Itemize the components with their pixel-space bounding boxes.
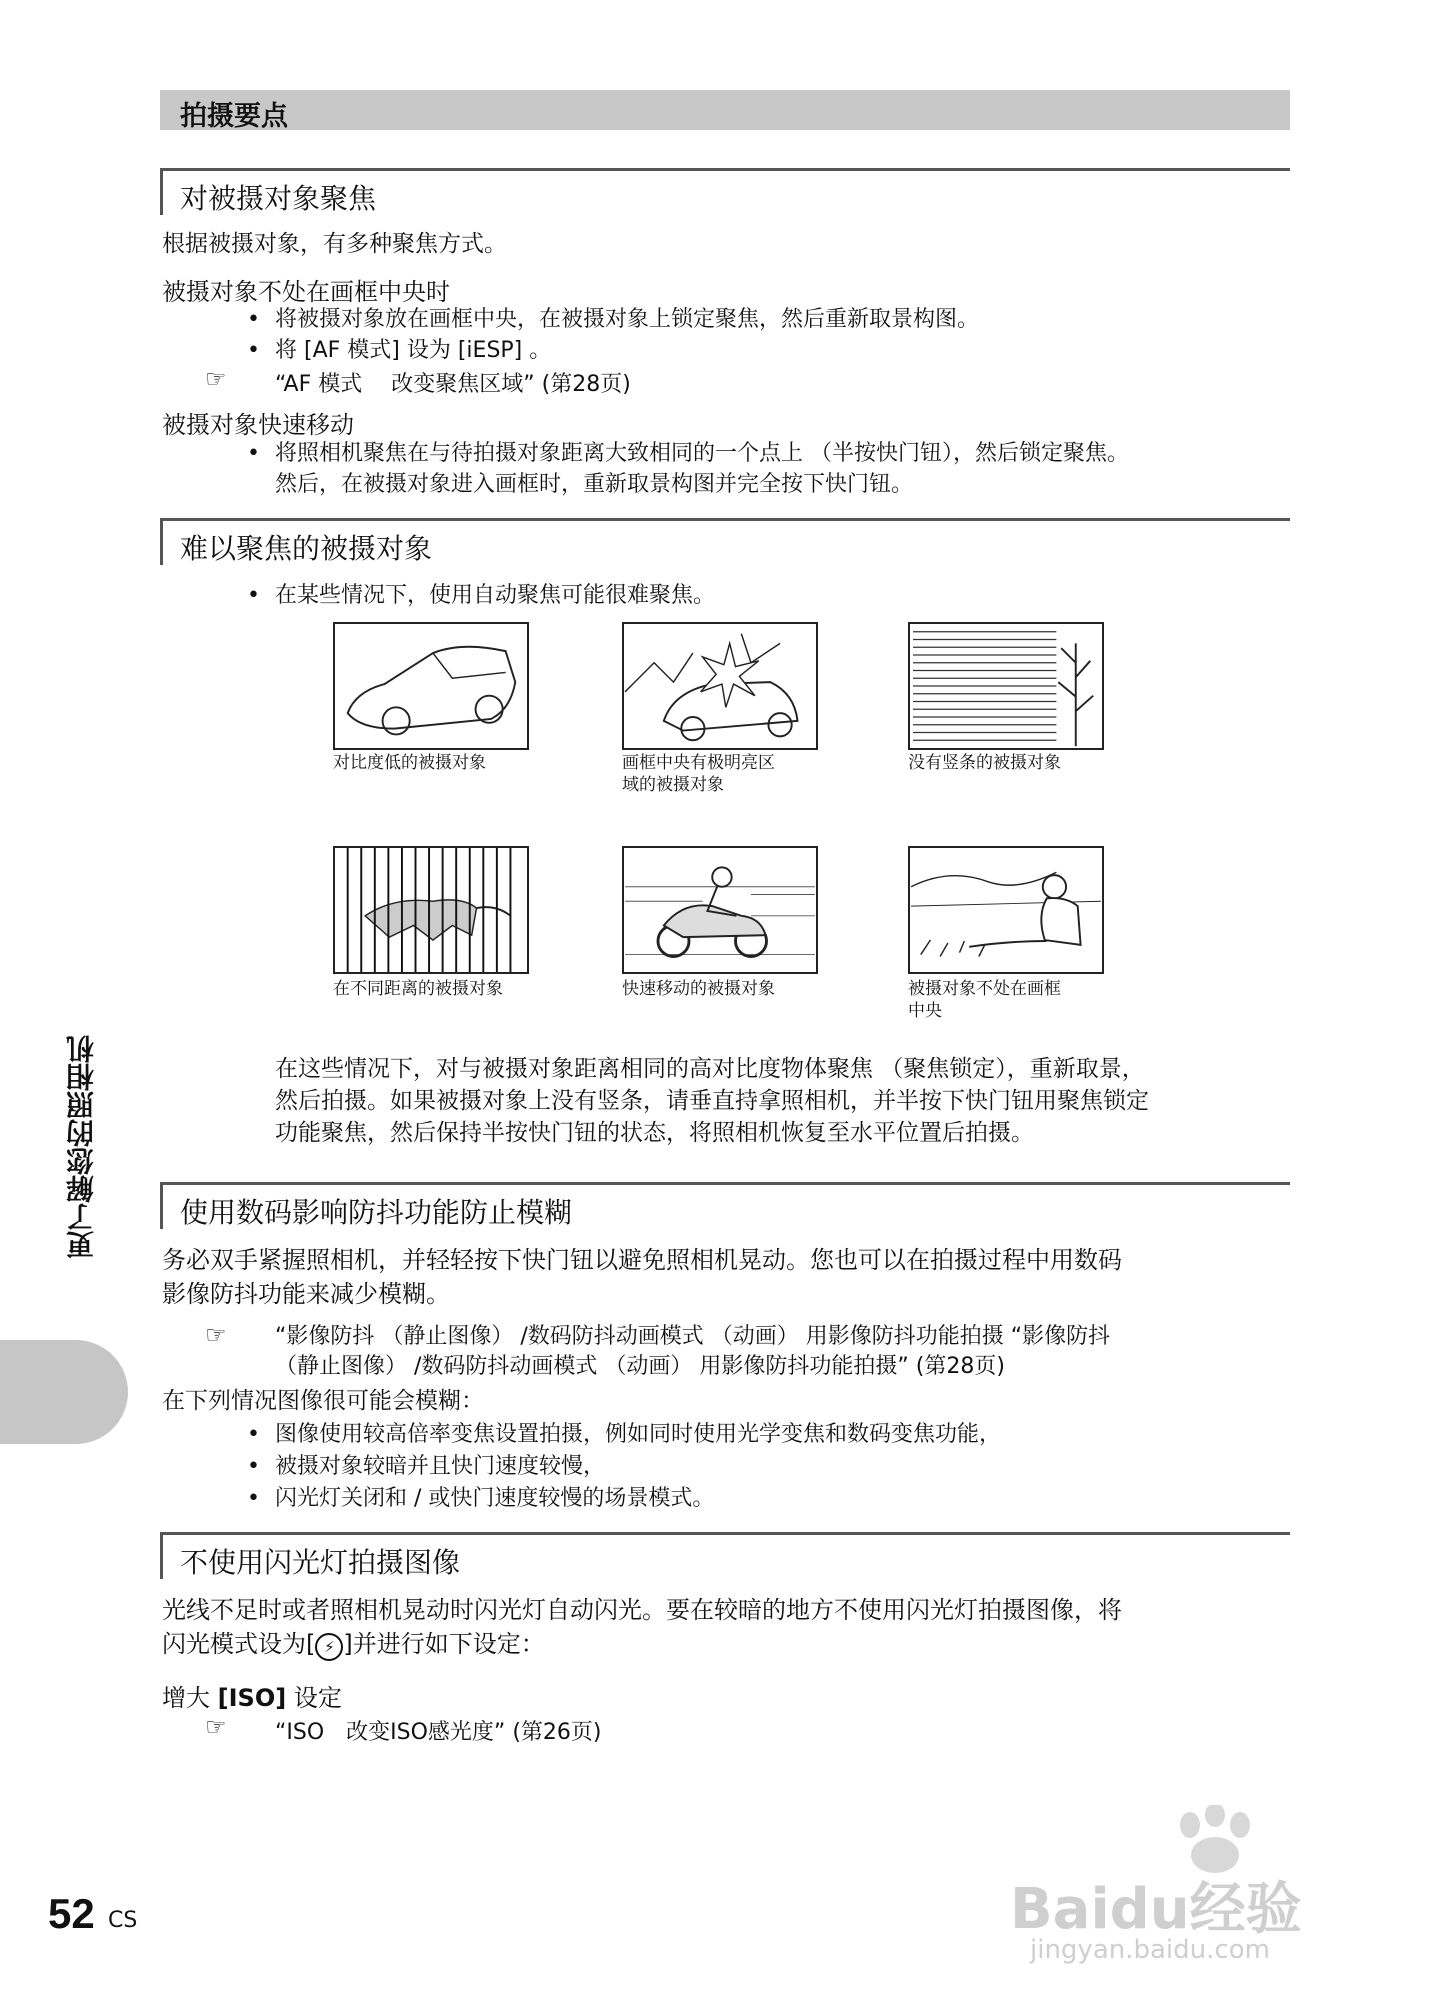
list-item: • 被摄对象较暗并且快门速度较慢， — [247, 1454, 606, 1479]
paragraph: 根据被摄对象，有多种聚焦方式。 — [162, 231, 507, 257]
figure-different-distances — [333, 846, 529, 974]
section-title: 使用数码影响防抖功能防止模糊 — [180, 1196, 573, 1229]
page-language-code: CS — [108, 1908, 138, 1933]
reference-hand-icon: ☞ — [205, 1321, 228, 1349]
subheading: 被摄对象不处在画框中央时 — [162, 278, 450, 306]
cross-reference: ☞ “ISO 改变ISO感光度” (第26页) — [205, 1713, 602, 1745]
section-heading-stabilization — [160, 1182, 1290, 1229]
section-heading-no-flash — [160, 1532, 1290, 1579]
paragraph: 在这些情况下，对与被摄对象距离相同的高对比度物体聚焦 （聚焦锁定），重新取景， 然后拍摄。如果被摄对象上没有竖条，请垂直持拿照相机，并半按下快门钮用聚焦锁定 功能聚焦，然后保持半按快门钮的状态，将照相机恢复至水平位置后拍摄。 — [275, 1056, 1149, 1146]
figure-caption: 快速移动的被摄对象 — [622, 979, 775, 999]
cross-reference: ☞ “影像防抖 （静止图像） /数码防抖动画模式 （动画） 用影像防抖功能拍摄 “影像防抖 （静止图像） /数码防抖动画模式 （动画） 用影像防抖功能拍摄” (第28页) — [205, 1321, 1111, 1379]
list-item: • 将 [AF 模式] 设为 [iESP] 。 — [247, 338, 552, 363]
list-item-continued: 然后，在被摄对象进入画框时，重新取景构图并完全按下快门钮。 — [275, 472, 914, 497]
section-title: 难以聚焦的被摄对象 — [180, 532, 433, 565]
cross-reference: ☞ “AF 模式 改变聚焦区域” (第28页) — [205, 365, 631, 397]
figure-fast-moving — [622, 846, 818, 974]
list-item: • 将照相机聚焦在与待拍摄对象距离大致相同的一个点上 （半按快门钮），然后锁定聚焦。 — [247, 441, 1129, 466]
figure-caption: 没有竖条的被摄对象 — [908, 753, 1061, 773]
paragraph: 在下列情况图像很可能会模糊： — [162, 1388, 484, 1414]
section-title: 对被摄对象聚焦 — [180, 182, 377, 215]
list-item: • 将被摄对象放在画框中央，在被摄对象上锁定聚焦，然后重新取景构图。 — [247, 307, 980, 332]
figure-low-contrast — [333, 622, 529, 750]
figure-caption: 在不同距离的被摄对象 — [333, 979, 503, 999]
list-item: • 闪光灯关闭和 / 或快门速度较慢的场景模式。 — [247, 1486, 715, 1511]
figure-caption: 被摄对象不处在画框 中央 — [908, 979, 1061, 1021]
page-number: 52 — [48, 1890, 95, 1937]
section-heading-difficult — [160, 518, 1290, 565]
figure-subject-off-center — [908, 846, 1104, 974]
reference-hand-icon: ☞ — [205, 1713, 228, 1741]
section-title: 不使用闪光灯拍摄图像 — [180, 1546, 461, 1579]
section-heading-focus — [160, 168, 1290, 215]
banner-title: 拍摄要点 — [180, 101, 288, 132]
side-chapter-label: 更了解您的照相机 — [65, 1035, 98, 1259]
paragraph: 务必双手紧握照相机，并轻轻按下快门钮以避免照相机晃动。您也可以在拍摄过程中用数码 影像防抖功能来减少模糊。 — [162, 1246, 1122, 1308]
subheading: 被摄对象快速移动 — [162, 411, 354, 439]
section-banner — [160, 90, 1290, 130]
figure-no-vertical-lines — [908, 622, 1104, 750]
list-item: • 在某些情况下，使用自动聚焦可能很难聚焦。 — [247, 583, 716, 608]
baidu-watermark: Baidu经验 jingyan.baidu.com — [1010, 1805, 1350, 1965]
paragraph: 光线不足时或者照相机晃动时闪光灯自动闪光。要在较暗的地方不使用闪光灯拍摄图像，将 闪光模式设为[ ⚡ ]并进行如下设定： — [162, 1593, 1122, 1661]
flash-off-icon: ⚡ — [315, 1633, 343, 1661]
reference-hand-icon: ☞ — [205, 365, 228, 393]
figure-bright-center — [622, 622, 818, 750]
list-item: • 图像使用较高倍率变焦设置拍摄，例如同时使用光学变焦和数码变焦功能， — [247, 1422, 1002, 1447]
figure-caption: 对比度低的被摄对象 — [333, 753, 486, 773]
figure-caption: 画框中央有极明亮区 域的被摄对象 — [622, 753, 775, 795]
subheading: 增大 [ISO] 设定 — [162, 1684, 342, 1712]
side-tab — [0, 1340, 128, 1444]
